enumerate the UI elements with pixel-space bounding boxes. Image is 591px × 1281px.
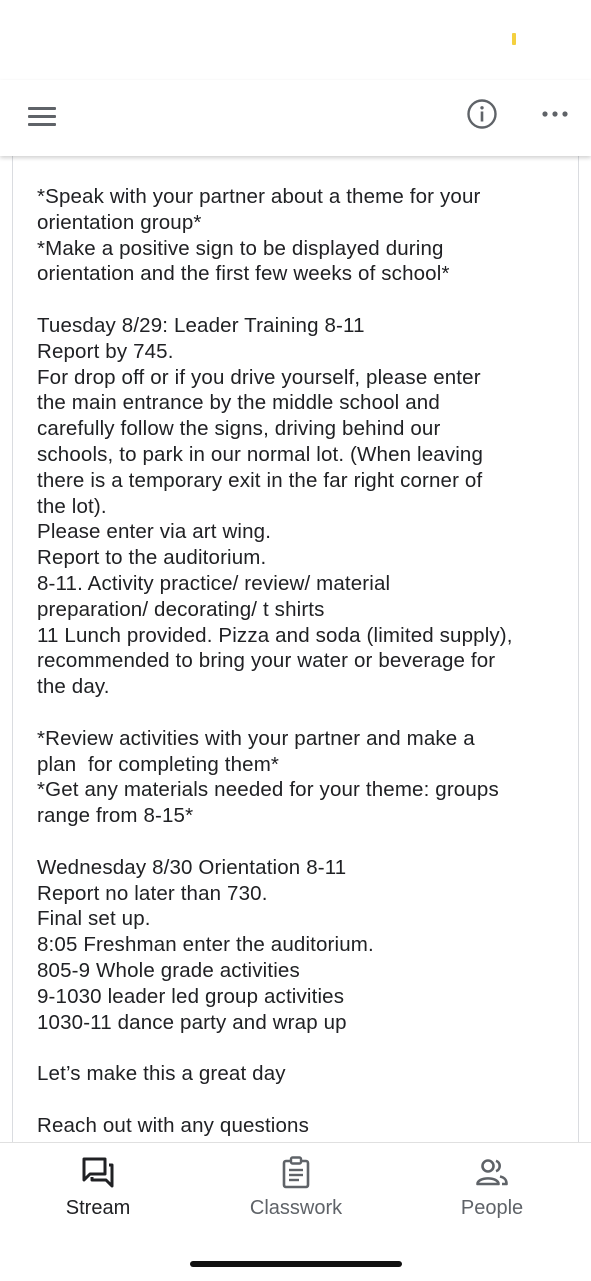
stream-icon <box>81 1155 115 1189</box>
post-line: *Review activities with your partner and make a <box>37 726 475 750</box>
post-line: carefully follow the signs, driving behind our <box>37 417 441 441</box>
post-line: the day. <box>37 675 110 699</box>
post-line: For drop off or if you drive yourself, please enter <box>37 365 481 389</box>
post-line: Reach out with any questions <box>37 1113 310 1137</box>
post-line: preparation/ decorating/ t shirts <box>37 597 325 621</box>
nav-stream[interactable] <box>18 1155 178 1220</box>
post-line: 805-9 Whole grade activities <box>37 958 300 982</box>
post-blank-line <box>37 829 557 855</box>
home-indicator <box>190 1261 402 1267</box>
post-line: 8:05 Freshman enter the auditorium. <box>37 933 374 957</box>
post-line: Report no later than 730. <box>37 881 268 905</box>
post-blank-line <box>37 700 557 726</box>
post-line: Report by 745. <box>37 339 174 363</box>
menu-icon[interactable] <box>28 105 56 127</box>
nav-stream-label: Stream <box>65 1197 131 1219</box>
post-line: *Make a positive sign to be displayed during <box>37 236 444 260</box>
post-line: range from 8-15* <box>37 804 194 828</box>
nav-people[interactable] <box>412 1155 572 1220</box>
info-icon[interactable] <box>466 98 498 130</box>
post-line: orientation group* <box>37 210 202 234</box>
more-horizontal-icon[interactable] <box>541 110 569 118</box>
post-line: 1030-11 dance party and wrap up <box>37 1010 347 1034</box>
post-line: plan for completing them* <box>37 752 280 776</box>
post-line: Let’s make this a great day <box>37 1062 286 1086</box>
post-line: Tuesday 8/29: Leader Training 8-11 <box>37 313 365 337</box>
post-line: *Speak with your partner about a theme for your <box>37 185 481 208</box>
post-line: Report to the auditorium. <box>37 546 267 570</box>
post-line: 9-1030 leader led group activities <box>37 984 345 1008</box>
battery-indicator <box>512 33 516 45</box>
post-line: Wednesday 8/30 Orientation 8-11 <box>37 855 347 879</box>
post-line: the lot). <box>37 494 107 518</box>
post-line: orientation and the first few weeks of school* <box>37 262 450 286</box>
post-line: the main entrance by the middle school and <box>37 391 440 415</box>
post-line: Please enter via art wing. <box>37 520 272 544</box>
post-line: there is a temporary exit in the far right corner of <box>37 468 483 492</box>
post-blank-line <box>37 1087 557 1113</box>
people-icon <box>475 1155 509 1189</box>
classwork-icon <box>279 1155 313 1189</box>
post-line: Final set up. <box>37 907 151 931</box>
post-blank-line <box>37 287 557 313</box>
post-blank-line <box>37 1035 557 1061</box>
nav-people-label: People <box>460 1197 524 1219</box>
post-line: recommended to bring your water or beverage for <box>37 649 496 673</box>
post-line: 11 Lunch provided. Pizza and soda (limited supply), <box>37 623 513 647</box>
status-bar <box>0 0 591 80</box>
post-line: *Get any materials needed for your theme: groups <box>37 778 499 802</box>
nav-classwork[interactable] <box>216 1155 376 1220</box>
nav-classwork-label: Classwork <box>249 1197 343 1219</box>
app-bar <box>0 80 591 156</box>
post-line: schools, to park in our normal lot. (When leaving <box>37 442 484 466</box>
post-line: 8-11. Activity practice/ review/ material <box>37 571 391 595</box>
post-body <box>37 184 557 1138</box>
